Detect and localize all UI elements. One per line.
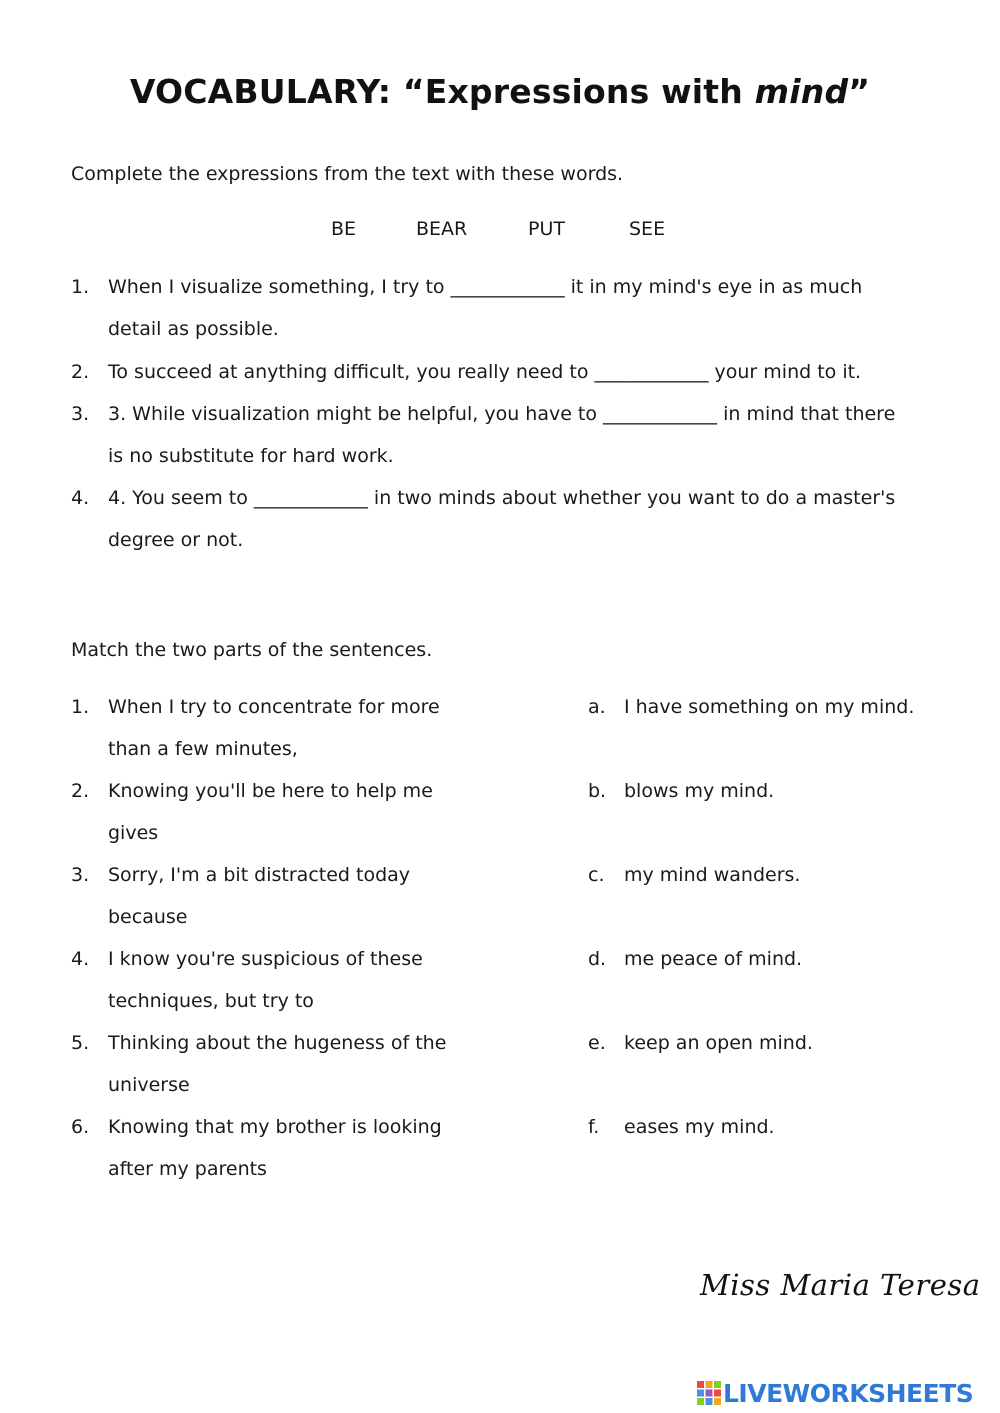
item-letter: f. (588, 1116, 600, 1138)
word-bank-item: PUT (528, 218, 565, 240)
item-text-line: because (108, 906, 188, 928)
item-text-line: than a few minutes, (108, 738, 298, 760)
item-letter: b. (588, 780, 607, 802)
item-text-line: Sorry, I'm a bit distracted today (108, 864, 411, 886)
item-text-line: detail as possible. (108, 318, 279, 340)
page-title: VOCABULARY: “Expressions with mind” (129, 72, 871, 111)
item-text: me peace of mind. (624, 948, 803, 970)
item-text-line: is no substitute for hard work. (108, 445, 394, 467)
item-letter: d. (588, 948, 607, 970)
liveworksheets-logo-icon (697, 1381, 721, 1405)
item-text: blows my mind. (624, 780, 775, 802)
word-bank-item: BEAR (416, 218, 468, 240)
item-text-line: degree or not. (108, 529, 244, 551)
word-bank-item: BE (331, 218, 357, 240)
item-text-line[interactable]: When I visualize something, I try to ____________ it in my mind's eye in as much (108, 276, 863, 298)
item-text-line: after my parents (108, 1158, 267, 1180)
item-number: 3. (71, 864, 90, 886)
item-letter: c. (588, 864, 605, 886)
item-text-line: techniques, but try to (108, 990, 314, 1012)
item-text: keep an open mind. (624, 1032, 813, 1054)
item-letter: a. (588, 696, 606, 718)
item-text-line: universe (108, 1074, 190, 1096)
instruction-match: Match the two parts of the sentences. (71, 639, 433, 661)
item-text: my mind wanders. (624, 864, 801, 886)
item-number: 1. (71, 276, 90, 298)
item-number: 5. (71, 1032, 90, 1054)
liveworksheets-brand[interactable] (697, 1378, 973, 1408)
item-text-line[interactable]: To succeed at anything difficult, you really need to ____________ your mind to it. (108, 361, 862, 383)
item-letter: e. (588, 1032, 606, 1054)
instruction-complete: Complete the expressions from the text with these words. (71, 163, 624, 185)
item-number: 1. (71, 696, 90, 718)
item-number: 4. (71, 487, 90, 509)
brand-text: LIVEWORKSHEETS (723, 1378, 974, 1408)
item-number: 3. (71, 403, 90, 425)
author-signature: Miss Maria Teresa (700, 1268, 981, 1302)
item-text-line[interactable]: 3. While visualization might be helpful, you have to ____________ in mind that there (108, 403, 896, 425)
item-number: 2. (71, 361, 90, 383)
item-text: eases my mind. (624, 1116, 775, 1138)
item-number: 6. (71, 1116, 90, 1138)
item-text-line: gives (108, 822, 159, 844)
item-text-line[interactable]: 4. You seem to ____________ in two minds about whether you want to do a master's (108, 487, 896, 509)
item-text-line: Knowing you'll be here to help me (108, 780, 433, 802)
item-text-line: I know you're suspicious of these (108, 948, 423, 970)
item-number: 2. (71, 780, 90, 802)
item-text-line: Knowing that my brother is looking (108, 1116, 442, 1138)
item-text-line: When I try to concentrate for more (108, 696, 440, 718)
title-italic-word: mind (754, 72, 849, 111)
item-text-line: Thinking about the hugeness of the (108, 1032, 447, 1054)
item-text: I have something on my mind. (624, 696, 915, 718)
item-number: 4. (71, 948, 90, 970)
word-bank-item: SEE (629, 218, 666, 240)
